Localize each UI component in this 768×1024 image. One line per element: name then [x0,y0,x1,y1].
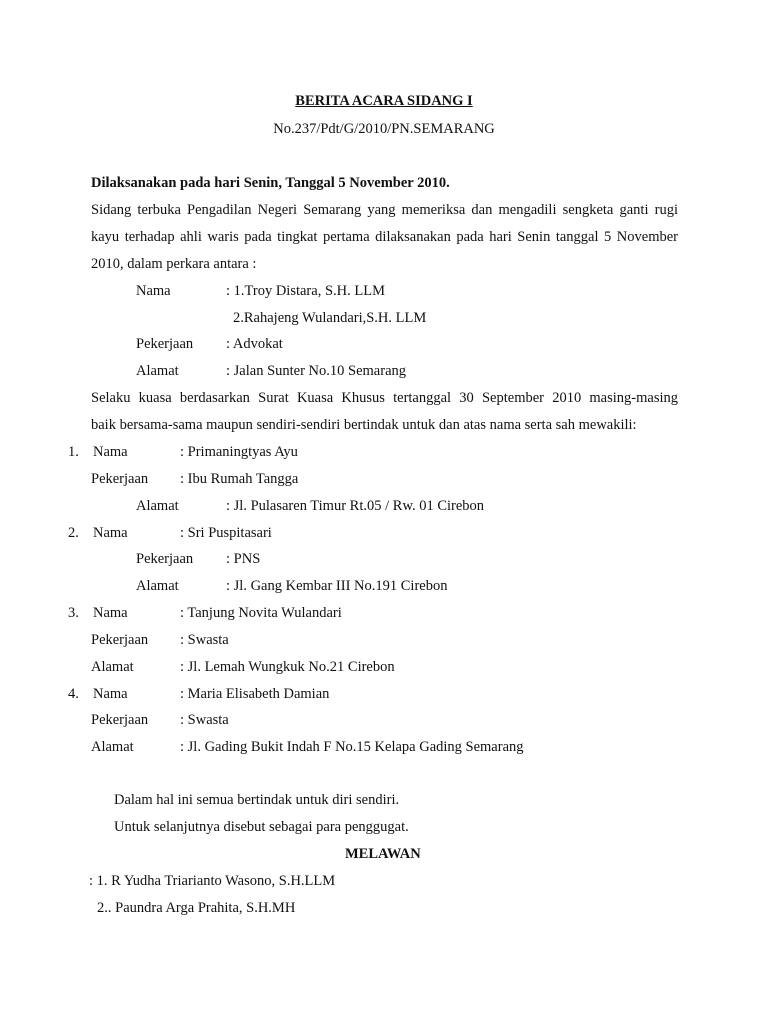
intro-line-1: Sidang terbuka Pengadilan Negeri Semarang yang memeriksa dan mengadili sengketa ganti rugi [91,202,678,218]
closing-line-1: Dalam hal ini semua bertindak untuk diri sendiri. [114,792,400,808]
client-number: 2. [68,525,79,541]
client-pekerjaan-label: Pekerjaan [91,471,149,487]
client-pekerjaan: : Ibu Rumah Tangga [180,471,299,487]
intro-line-2: kayu terhadap ahli waris pada tingkat pertama dilaksanakan pada hari Senin tanggal 5 November [91,229,678,245]
case-number: No.237/Pdt/G/2010/PN.SEMARANG [273,121,495,137]
client-alamat: : Jl. Gading Bukit Indah F No.15 Kelapa Gading Semarang [180,739,524,755]
document-title: BERITA ACARA SIDANG I [295,93,473,109]
client-pekerjaan-label: Pekerjaan [136,551,194,567]
client-nama: : Sri Puspitasari [180,525,272,541]
client-alamat-label: Alamat [136,498,179,514]
client-alamat-label: Alamat [91,739,134,755]
intro-line-3: 2010, dalam perkara antara : [91,256,257,272]
client-alamat-label: Alamat [91,659,134,675]
lawyer-nama-1: : 1.Troy Distara, S.H. LLM [226,283,385,299]
client-pekerjaan: : PNS [226,551,261,567]
client-nama-label: Nama [93,444,128,460]
client-nama: : Tanjung Novita Wulandari [180,605,342,621]
lawyer-pekerjaan-value: : Advokat [226,336,283,352]
lawyer-nama-2: 2.Rahajeng Wulandari,S.H. LLM [233,310,427,326]
mandate-line-1: Selaku kuasa berdasarkan Surat Kuasa Khusus tertanggal 30 September 2010 masing-masing [91,390,678,406]
client-number: 4. [68,686,79,702]
closing-line-2: Untuk selanjutnya disebut sebagai para penggugat. [114,819,409,835]
client-number: 1. [68,444,79,460]
lawyer-alamat-label: Alamat [136,363,179,379]
client-nama-label: Nama [93,605,128,621]
client-alamat: : Jl. Pulasaren Timur Rt.05 / Rw. 01 Cirebon [226,498,485,514]
versus-heading: MELAWAN [345,846,421,862]
client-alamat: : Jl. Gang Kembar III No.191 Cirebon [226,578,448,594]
client-number: 3. [68,605,79,621]
client-nama-label: Nama [93,686,128,702]
lawyer-nama-label: Nama [136,283,171,299]
client-pekerjaan-label: Pekerjaan [91,632,149,648]
client-alamat-label: Alamat [136,578,179,594]
client-alamat: : Jl. Lemah Wungkuk No.21 Cirebon [180,659,395,675]
client-pekerjaan: : Swasta [180,632,229,648]
client-nama: : Primaningtyas Ayu [180,444,298,460]
client-pekerjaan: : Swasta [180,712,229,728]
client-nama: : Maria Elisabeth Damian [180,686,330,702]
lawyer-alamat-value: : Jalan Sunter No.10 Semarang [226,363,407,379]
lawyer-pekerjaan-label: Pekerjaan [136,336,194,352]
defendant-lawyer-2: 2.. Paundra Arga Prahita, S.H.MH [97,900,296,916]
mandate-line-2: baik bersama-sama maupun sendiri-sendiri bertindak untuk dan atas nama serta sah mewakili: [91,417,637,433]
client-nama-label: Nama [93,525,128,541]
client-pekerjaan-label: Pekerjaan [91,712,149,728]
session-date-heading: Dilaksanakan pada hari Senin, Tanggal 5 November 2010. [91,175,450,191]
defendant-lawyer-1: : 1. R Yudha Triarianto Wasono, S.H.LLM [89,873,336,889]
